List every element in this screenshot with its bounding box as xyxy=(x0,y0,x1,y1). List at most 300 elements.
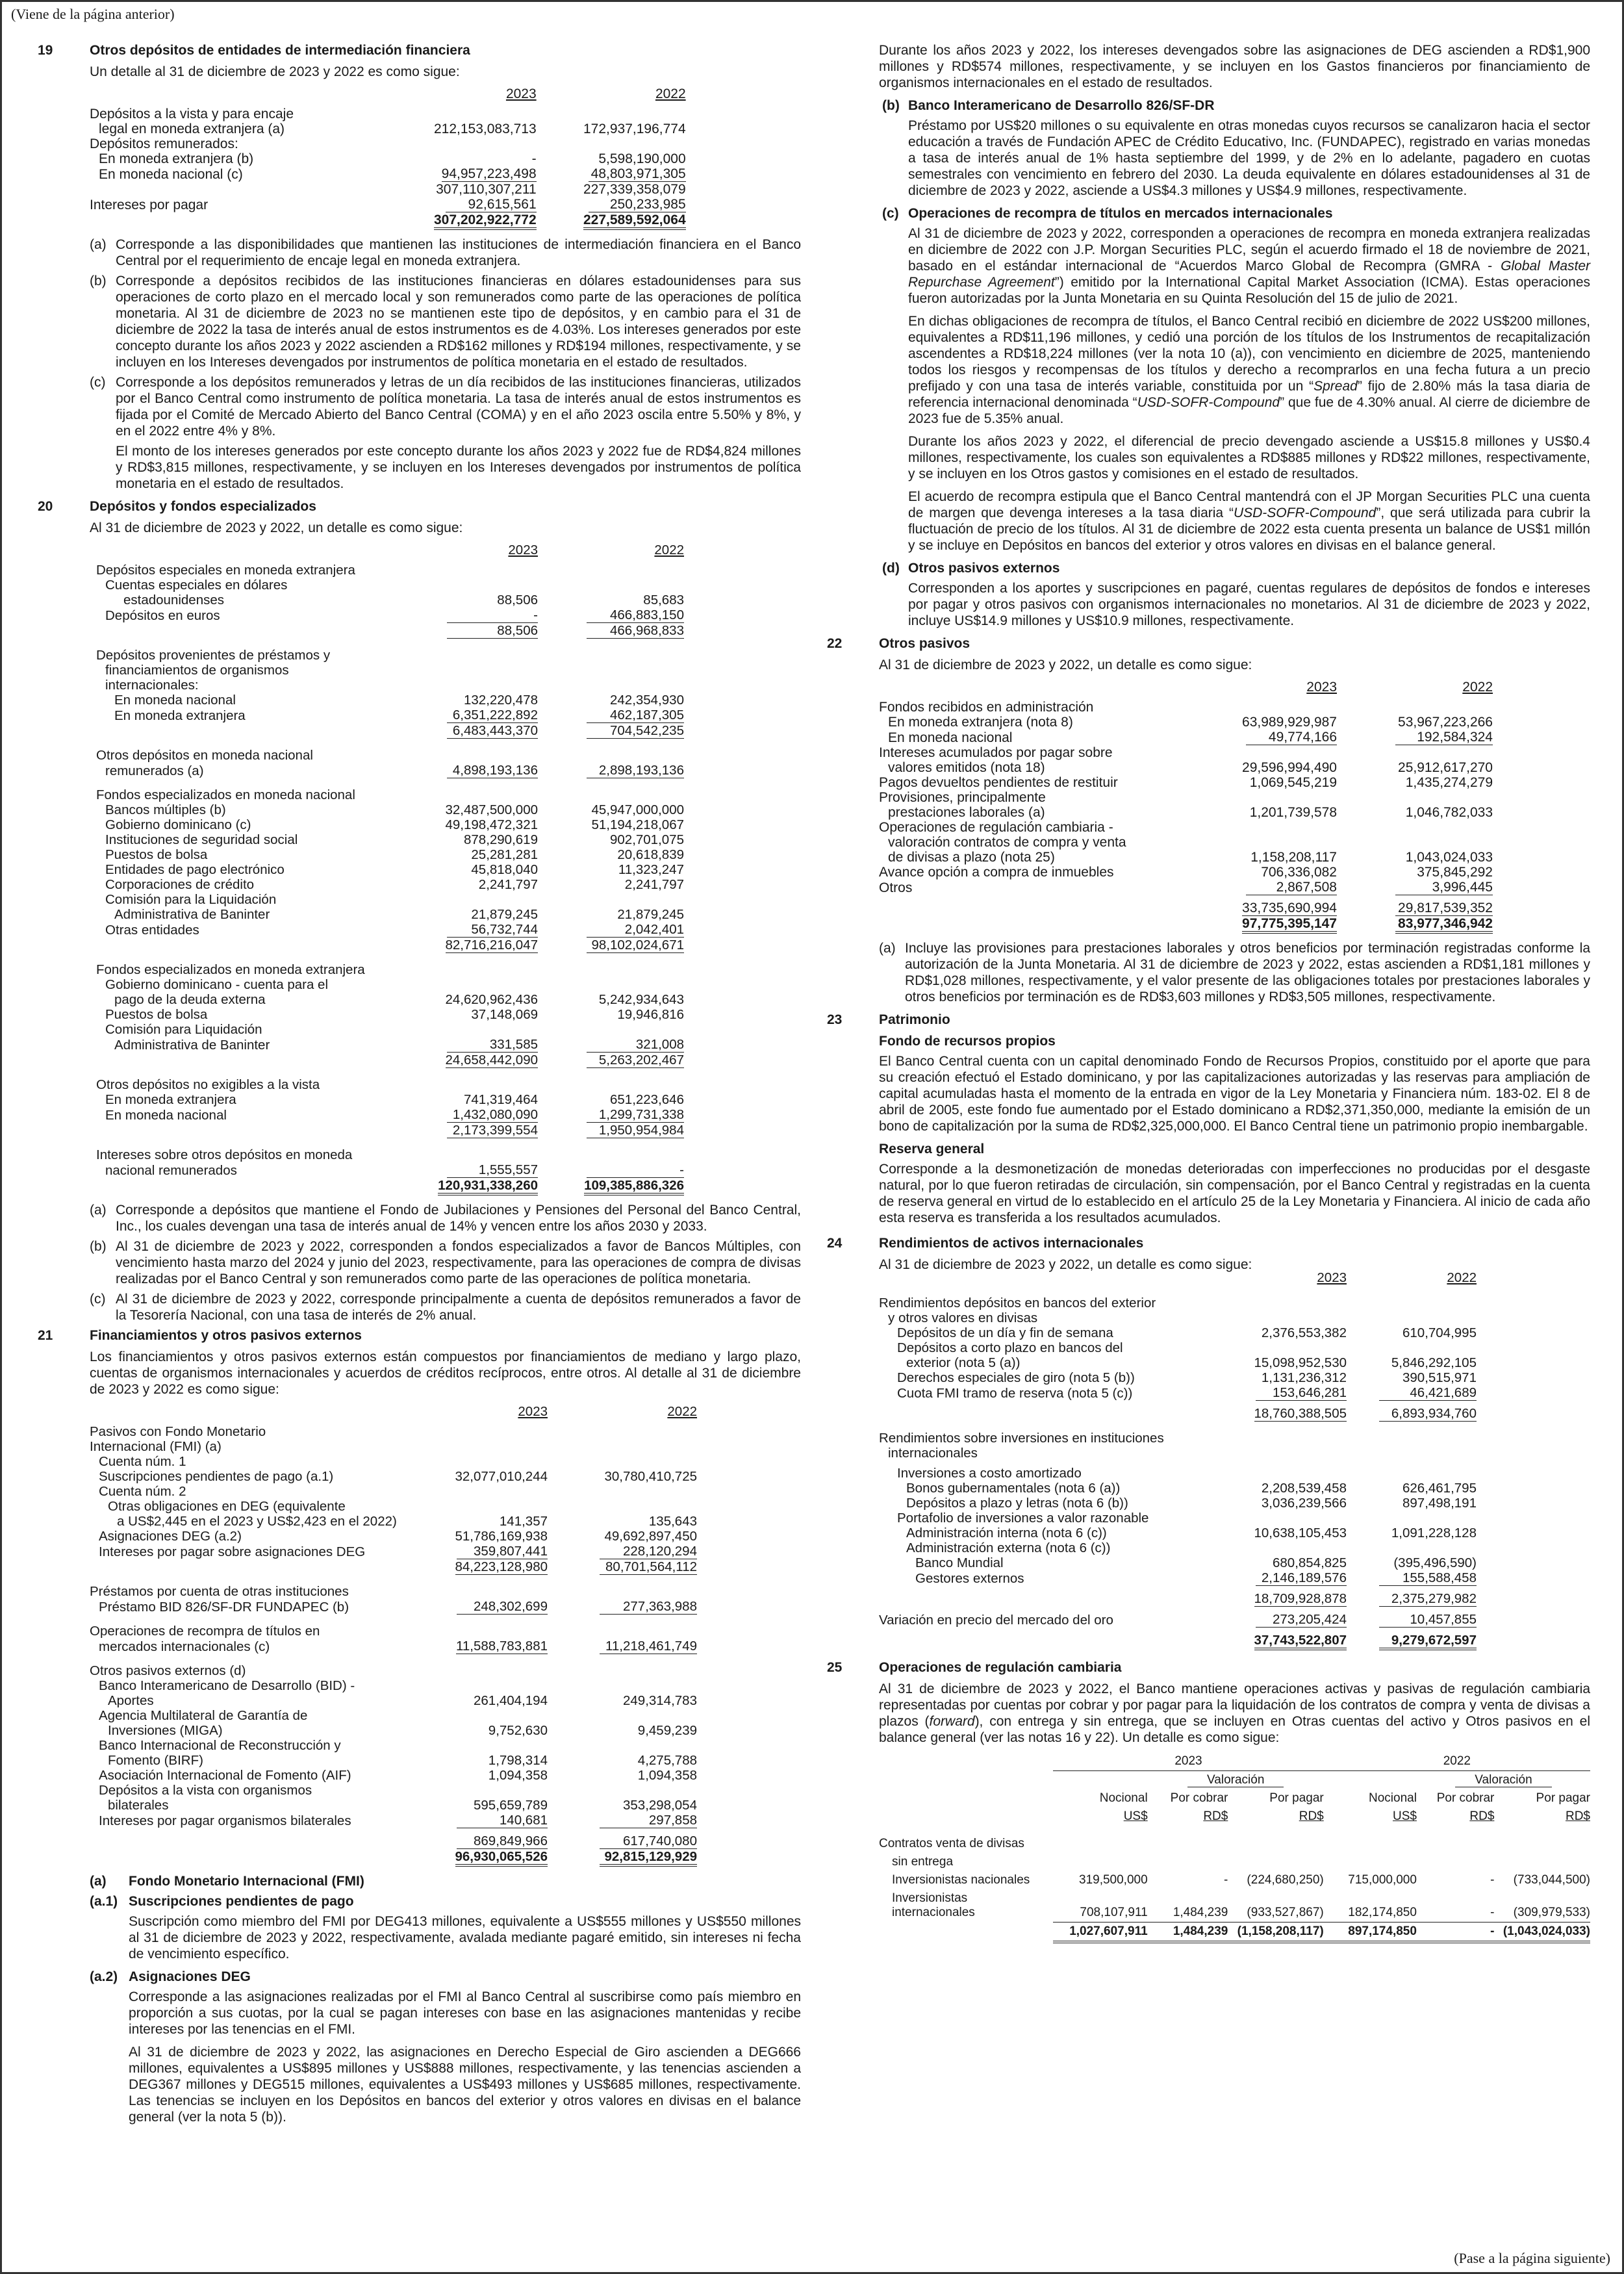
table-row xyxy=(96,787,684,802)
year-header xyxy=(548,1404,697,1419)
table-row xyxy=(879,865,1493,880)
table-row xyxy=(879,835,1493,850)
value-2023: 24,620,962,436 xyxy=(445,992,538,1007)
value-2022-cell xyxy=(548,1514,697,1529)
value-2022: 29,817,539,352 xyxy=(1395,901,1493,916)
footnote-text: Corresponde a las disponibilidades que mantienen las instituciones de intermediación financiera en el Banco Central por el requerimiento de encaje legal en moneda extranjera. xyxy=(116,237,801,268)
value-2023: 2,208,539,458 xyxy=(1261,1481,1347,1496)
table-total-row xyxy=(879,1922,1590,1942)
table-row xyxy=(879,1370,1477,1385)
row-label: Depósitos a la vista y para encaje xyxy=(90,107,294,121)
table-row xyxy=(96,1147,684,1162)
row-label: Pagos devueltos pendientes de restituir xyxy=(879,775,1118,790)
value-2023-cell xyxy=(421,1092,538,1107)
currency-rd xyxy=(1148,1808,1228,1826)
row-label: En moneda nacional xyxy=(105,1108,227,1123)
value-2022-cell xyxy=(1337,730,1493,745)
row-label: En moneda extranjera xyxy=(105,1092,236,1107)
value-2022-cell xyxy=(537,136,686,151)
value-2023: 56,732,744 xyxy=(447,922,538,938)
row-label: Intereses acumulados por pagar sobre xyxy=(879,745,1113,760)
col-por-cobrar: Por cobrar xyxy=(1436,1791,1495,1805)
table-row xyxy=(879,1385,1477,1401)
table-section-19 xyxy=(90,86,686,230)
table-row xyxy=(879,1446,1477,1461)
text-run-italic: USD-SOFR-Compound xyxy=(1137,395,1280,410)
section-22-body xyxy=(827,657,1590,1005)
value-2022: 3,996,445 xyxy=(1395,880,1493,895)
footnote xyxy=(90,374,801,439)
table-row xyxy=(96,1107,684,1123)
col-por-pagar: Por pagar xyxy=(1536,1791,1590,1805)
year-header xyxy=(421,86,537,101)
row-label: Fondos recibidos en administración xyxy=(879,700,1094,715)
value-2022-cell xyxy=(538,1022,684,1037)
value-2023-cell xyxy=(1230,1340,1347,1355)
table-section-25-rows xyxy=(879,1871,1590,1922)
table-row xyxy=(879,1633,1477,1650)
value-2022-cell xyxy=(538,962,684,977)
text-run: El acuerdo de recompra estipula que el Banco Central mantendrá con el JP Morgan Securities PLC una cuenta de margen que devenga intereses a la tasa diaria “ xyxy=(908,489,1590,520)
value-2023: - xyxy=(447,607,538,623)
value-2022: 250,233,985 xyxy=(589,197,686,212)
note-c-text-4 xyxy=(827,489,1590,554)
value-2022: 5,598,190,000 xyxy=(598,151,686,166)
value-2023-cell xyxy=(421,136,537,151)
value-2022: 2,375,279,982 xyxy=(1379,1591,1477,1607)
value-2023-cell xyxy=(421,723,538,739)
table-row xyxy=(879,880,1493,895)
table-row xyxy=(96,1053,684,1068)
value-2022: 227,589,592,064 xyxy=(583,212,686,230)
value-2022-cell xyxy=(1337,880,1493,895)
footnote-label: (a) xyxy=(90,237,107,252)
value-2023-cell xyxy=(421,847,538,862)
table-row xyxy=(90,1424,697,1439)
text-run: Al 31 de diciembre de 2023 y 2022, el Banco mantiene operaciones activas y pasivas de regulación cambiaria representadas por cuentas por cobrar y por pagar para la liquidación de los contratos de compra y venta de divisas a plazos ( xyxy=(879,1681,1590,1729)
value-2022-cell xyxy=(538,648,684,663)
row-label: Otros depósitos no exigibles a la vista xyxy=(96,1077,320,1092)
value-2023-cell xyxy=(421,862,538,877)
value-2023: 1,131,236,312 xyxy=(1261,1370,1347,1385)
value-2022-cell xyxy=(1347,1555,1477,1570)
table-header-row xyxy=(90,86,686,101)
value-2023-cell xyxy=(1217,835,1337,850)
note-a2-heading xyxy=(90,1969,801,1985)
table-row xyxy=(96,892,684,907)
footnote-text: Al 31 de diciembre de 2023 y 2022, corresponde principalmente a cuenta de depósitos remunerados a favor de la Tesorería Nacional, con una tasa de interés de 2% anual. xyxy=(116,1292,801,1323)
value-2023-cell xyxy=(421,1162,538,1178)
row-label: Inversiones a costo amortizado xyxy=(897,1466,1082,1481)
table-row xyxy=(879,1340,1477,1355)
section-title: Operaciones de regulación cambiaria xyxy=(879,1660,1122,1675)
value-cell: 319,500,000 xyxy=(1079,1873,1148,1887)
value-2022-cell xyxy=(1337,820,1493,835)
value-2022-cell xyxy=(538,748,684,763)
row-label: En moneda nacional xyxy=(114,693,236,708)
value-2023: 141,357 xyxy=(499,1514,548,1529)
value-2023: 248,302,699 xyxy=(457,1599,548,1615)
value-2023-cell xyxy=(421,877,538,892)
value-2022-cell xyxy=(1347,1340,1477,1355)
row-label: nacional remunerados xyxy=(105,1163,237,1178)
value-2022-cell xyxy=(1337,745,1493,760)
value-2023-cell xyxy=(421,977,538,992)
value-2023: 2,376,553,382 xyxy=(1261,1325,1347,1340)
section-20-header xyxy=(38,498,801,515)
value-2022-cell xyxy=(548,1454,697,1469)
year-label: 2023 xyxy=(1317,1270,1347,1285)
row-label: Agencia Multilateral de Garantía de xyxy=(99,1708,308,1723)
section-21-continued xyxy=(827,42,1590,91)
section-number: 23 xyxy=(827,1012,843,1027)
value-2022-cell xyxy=(538,1037,684,1053)
value-2022: 10,457,855 xyxy=(1379,1612,1477,1628)
value-2023: 10,638,105,453 xyxy=(1254,1526,1347,1540)
value-2023-cell xyxy=(1217,916,1337,934)
value-2022: 462,187,305 xyxy=(587,708,684,723)
value-2022: 5,263,202,467 xyxy=(587,1053,684,1068)
value-2023: 120,931,338,260 xyxy=(438,1178,538,1195)
value-2023: 878,290,619 xyxy=(463,832,538,847)
value-2022-cell xyxy=(548,1663,697,1678)
table-row xyxy=(879,1570,1477,1586)
value-2023-cell xyxy=(1217,880,1337,895)
section-intro: Los financiamientos y otros pasivos externos están compuestos por financiamientos de mediano y largo plazo, cuentas de organismos internacionales y acuerdos de créditos recíprocos, entre otros. Al detalle al 31 de diciembre de 2023 y 2022 es como sigue: xyxy=(90,1349,801,1397)
footnote-text: Corresponde a depósitos que mantiene el Fondo de Jubilaciones y Pensiones del Personal del Banco Central, Inc., los cuales devengan una tasa de interés anual de 14% y vencen entre los años 2030 y 2033. xyxy=(116,1203,801,1234)
section-title: Depósitos y fondos especializados xyxy=(90,499,316,514)
note-label: (d) xyxy=(882,561,900,576)
continued-on-note: (Pase a la página siguiente) xyxy=(1454,2250,1610,2266)
row-label: Corporaciones de crédito xyxy=(105,877,255,892)
table-row xyxy=(879,760,1493,775)
row-label: En moneda nacional xyxy=(888,730,1013,745)
section-intro: Al 31 de diciembre de 2023 y 2022, un detalle es como sigue: xyxy=(90,520,463,535)
total-cell: 1,484,239 xyxy=(1148,1922,1228,1942)
value-2023-cell xyxy=(421,787,538,802)
value-2023: 1,555,557 xyxy=(447,1162,538,1178)
table-row xyxy=(96,1077,684,1092)
table-header-row xyxy=(96,543,684,557)
note-label: (c) xyxy=(882,206,899,221)
value-2022-cell xyxy=(538,607,684,623)
value-2022-cell xyxy=(1337,865,1493,880)
value-2022-cell xyxy=(1347,1310,1477,1325)
row-label: estadounidenses xyxy=(123,593,225,607)
col-por-cobrar: Por cobrar xyxy=(1170,1791,1228,1805)
footnote-label: (b) xyxy=(90,1239,107,1254)
value-2023-cell xyxy=(427,1484,548,1499)
value-2023-cell xyxy=(1217,865,1337,880)
row-label: de divisas a plazo (nota 25) xyxy=(888,850,1055,865)
value-2023-cell xyxy=(421,593,538,607)
row-label: legal en moneda extranjera (a) xyxy=(99,121,285,136)
value-2022: 227,339,358,079 xyxy=(583,182,686,197)
value-2023: - xyxy=(531,151,537,166)
group-label: sin entrega xyxy=(892,1855,954,1869)
value-cell: (224,680,250) xyxy=(1247,1873,1324,1887)
value-2023-cell xyxy=(421,197,537,212)
value-cell: 1,484,239 xyxy=(1148,1889,1228,1922)
value-2022: 704,542,235 xyxy=(587,723,684,739)
value-2022: 2,241,797 xyxy=(624,877,684,892)
table-row xyxy=(90,1723,697,1738)
value-2023-cell xyxy=(427,1454,548,1469)
value-2022: 4,275,788 xyxy=(637,1753,697,1768)
table-row xyxy=(879,1466,1477,1481)
section-intro: Un detalle al 31 de diciembre de 2023 y 2022 es como sigue: xyxy=(90,64,460,79)
table-row xyxy=(96,623,684,639)
value-2023: 94,957,223,498 xyxy=(441,166,537,181)
text-run: ” que fue de 4.30% anual. Al cierre de diciembre de 2023 fue de 5.35% anual. xyxy=(908,395,1590,426)
value-2022-cell xyxy=(1337,916,1493,934)
row-label: Depósitos a plazo y letras (nota 6 (b)) xyxy=(906,1496,1128,1511)
value-2023-cell xyxy=(1230,1296,1347,1310)
section-21-body xyxy=(38,1349,801,2125)
table-row xyxy=(96,922,684,938)
row-label: Administración externa (nota 6 (c)) xyxy=(906,1540,1111,1555)
row-label: Asignaciones DEG (a.2) xyxy=(99,1529,242,1544)
value-2023-cell xyxy=(421,648,538,663)
value-2022: 1,043,024,033 xyxy=(1405,850,1493,865)
valoracion-label: Valoración xyxy=(1187,1773,1284,1787)
section-number: 22 xyxy=(827,636,843,651)
table-row xyxy=(96,962,684,977)
year-label: 2023 xyxy=(508,543,538,557)
value-2023-cell xyxy=(421,1147,538,1162)
table-row xyxy=(90,1708,697,1723)
value-2023-cell xyxy=(421,992,538,1007)
year-label: 2022 xyxy=(667,1404,697,1419)
currency-usd xyxy=(1324,1808,1417,1826)
table-row xyxy=(90,212,686,230)
currency-label: RD$ xyxy=(1203,1809,1228,1823)
value-2023: 273,205,424 xyxy=(1256,1612,1347,1628)
row-label: Administrativa de Baninter xyxy=(114,1038,270,1053)
value-2022: 9,279,672,597 xyxy=(1379,1633,1477,1650)
table-row xyxy=(90,1454,697,1469)
row-label: Variación en precio del mercado del oro xyxy=(879,1613,1113,1628)
table-row xyxy=(90,1624,697,1639)
row-label: Administración interna (nota 6 (c)) xyxy=(906,1526,1107,1540)
value-2022-cell xyxy=(548,1499,697,1514)
value-2023-cell xyxy=(421,607,538,623)
value-2023: 3,036,239,566 xyxy=(1261,1496,1347,1511)
value-2022-cell xyxy=(548,1768,697,1783)
value-2022: 9,459,239 xyxy=(637,1723,697,1738)
note-title: Banco Interamericano de Desarrollo 826/SF-DR xyxy=(908,98,1215,113)
value-2023-cell xyxy=(1217,901,1337,916)
row-label: Cuenta núm. 2 xyxy=(99,1484,186,1499)
value-2023-cell xyxy=(1217,730,1337,745)
value-2023-cell xyxy=(421,1077,538,1092)
value-2023-cell xyxy=(1230,1496,1347,1511)
value-2022: 390,515,971 xyxy=(1402,1370,1477,1385)
footnote-text: Al 31 de diciembre de 2023 y 2022, corresponden a fondos especializados a favor de Bancos Múltiples, con vencimiento hasta marzo del 2024 y junio del 2023, respectivamente, para las operaciones de compra de divisas realizadas por el Banco Central y son remunerados como parte de las operaciones de política monetaria. xyxy=(116,1239,801,1286)
table-header-row xyxy=(879,680,1493,695)
footnote xyxy=(90,1238,801,1287)
value-2023-cell xyxy=(1230,1385,1347,1401)
value-2023-cell xyxy=(1217,820,1337,835)
value-2023-cell xyxy=(421,1123,538,1138)
note-a2-continued-text: Durante los años 2023 y 2022, los intereses devengados sobre las asignaciones de DEG ascienden a RD$1,900 millones y RD$574 millones, respectivamente, y se incluyen en los Gastos financieros por financiamiento de organismos internacionales en el estado de resultados. xyxy=(879,43,1590,90)
table-row xyxy=(90,1529,697,1544)
value-2022: 155,588,458 xyxy=(1379,1570,1477,1586)
table-row xyxy=(90,1499,697,1514)
table-section-25 xyxy=(879,1752,1590,1943)
footnote-label: (c) xyxy=(90,1292,106,1307)
value-2023: 331,585 xyxy=(447,1037,538,1053)
value-2023-cell xyxy=(427,1849,548,1867)
value-2023: 11,588,783,881 xyxy=(456,1639,548,1654)
year-header xyxy=(537,86,686,101)
row-label: Préstamos por cuenta de otras instituciones xyxy=(90,1584,349,1599)
value-2023-cell xyxy=(421,817,538,832)
table-row xyxy=(879,715,1493,730)
value-2023: 153,646,281 xyxy=(1256,1385,1347,1401)
row-label: Portafolio de inversiones a valor razonable xyxy=(897,1511,1149,1526)
section-25-header xyxy=(827,1659,1590,1676)
value-2022: 277,363,988 xyxy=(600,1599,697,1615)
value-2022-cell xyxy=(537,107,686,121)
value-cell: - xyxy=(1224,1873,1228,1887)
note-label: (b) xyxy=(882,98,900,113)
value-2022-cell xyxy=(1347,1446,1477,1461)
table-row xyxy=(96,708,684,723)
subsection-title: Reserva general xyxy=(879,1142,985,1156)
table-row xyxy=(90,1849,697,1867)
note-title: Otros pasivos externos xyxy=(908,561,1060,576)
value-2022-cell xyxy=(538,1092,684,1107)
value-2022-cell xyxy=(1347,1431,1477,1446)
table-row xyxy=(90,1544,697,1559)
table-row xyxy=(96,1123,684,1138)
table-row xyxy=(90,1484,697,1499)
row-label xyxy=(90,1833,427,1849)
table-row xyxy=(879,1871,1590,1889)
total-cell: (1,043,024,033) xyxy=(1494,1922,1590,1942)
value-2023: 63,989,929,987 xyxy=(1242,715,1337,730)
text-run: Al 31 de diciembre de 2023 y 2022, corresponden a operaciones de recompra en moneda extranjera realizadas en diciembre de 2022 con J.P. Morgan Securities PLC, según el acuerdo firmado el 18 de noviembre de 2021, basado en el estándar internacional de “Acuerdos Marco Global de Recompra (GMRA - xyxy=(908,226,1590,274)
value-2022: 109,385,886,326 xyxy=(584,1178,684,1195)
value-2023-cell xyxy=(1230,1406,1347,1422)
value-2022-cell xyxy=(1337,835,1493,850)
row-label: Intereses por pagar sobre asignaciones DEG xyxy=(99,1544,366,1559)
table-row xyxy=(96,678,684,693)
row-label: Fondos especializados en moneda nacional xyxy=(96,787,355,802)
table-header-row xyxy=(90,1404,697,1419)
value-2023-cell xyxy=(421,1178,538,1195)
currency-rd xyxy=(1417,1808,1494,1826)
value-2022-cell xyxy=(1347,1325,1477,1340)
table-section-21 xyxy=(90,1404,697,1867)
row-label: Suscripciones pendientes de pago (a.1) xyxy=(99,1469,334,1484)
note-d-heading xyxy=(882,560,1590,576)
value-2023: 741,319,464 xyxy=(463,1092,538,1107)
table-row xyxy=(90,121,686,136)
row-label: Banco Mundial xyxy=(915,1555,1004,1570)
footnote-text: Corresponde a depósitos recibidos de las instituciones financieras en dólares estadounidenses para sus operaciones de corto plazo en el mercado local y son remunerados como parte de las operaciones de política monetaria. Al 31 de diciembre de 2023 no se mantienen este tipo de depósitos, y en cambio para el 31 de diciembre de 2022 la tasa de interés anual de estos instrumentos es de 4.03%. Los intereses generados por este concepto durante los años 2023 y 2022 ascienden a RD$162 millones y RD$194 millones, respectivamente, y se incluyen en los Intereses devengados por instrumentos de política monetaria en el estado de resultados. xyxy=(116,274,801,370)
note-a1-heading xyxy=(90,1893,801,1910)
row-label: Depósitos provenientes de préstamos y xyxy=(96,648,331,663)
section-19-body xyxy=(38,64,801,492)
value-2023-cell xyxy=(421,1037,538,1053)
section-number: 20 xyxy=(38,499,53,514)
note-title: Suscripciones pendientes de pago xyxy=(129,1894,354,1909)
table-row xyxy=(879,1555,1477,1570)
table-row xyxy=(90,1514,697,1529)
table-row xyxy=(879,730,1493,745)
value-2022: 45,947,000,000 xyxy=(591,802,684,817)
row-label: Banco Internacional de Reconstrucción y xyxy=(99,1738,341,1753)
row-label: Préstamo BID 826/SF-DR FUNDAPEC (b) xyxy=(99,1600,349,1615)
col-por-pagar: Por pagar xyxy=(1269,1791,1324,1805)
value-2023-cell xyxy=(427,1529,548,1544)
value-2023: 32,077,010,244 xyxy=(455,1469,548,1484)
table-row xyxy=(90,151,686,166)
footnote xyxy=(90,236,801,269)
group-label: Contratos venta de divisas xyxy=(879,1837,1024,1850)
section-20-body xyxy=(38,520,801,1323)
section-number: 21 xyxy=(38,1328,53,1343)
currency-label: RD$ xyxy=(1565,1809,1590,1823)
value-2022-cell xyxy=(548,1439,697,1454)
row-label: Banco Interamericano de Desarrollo (BID) - xyxy=(99,1678,355,1693)
value-2023: 6,351,222,892 xyxy=(447,708,538,723)
row-label xyxy=(879,1406,1230,1422)
section-number: 19 xyxy=(38,43,53,58)
value-2022-cell xyxy=(548,1738,697,1753)
value-2023-cell xyxy=(421,1022,538,1037)
table-row xyxy=(879,1406,1477,1422)
note-title: Operaciones de recompra de títulos en mercados internacionales xyxy=(908,206,1333,221)
footnote-label: (b) xyxy=(90,274,107,288)
value-2023: 24,658,442,090 xyxy=(445,1053,538,1067)
value-2023-cell xyxy=(1230,1481,1347,1496)
table-row xyxy=(879,1431,1477,1446)
table-row xyxy=(879,1591,1477,1607)
value-2022-cell xyxy=(548,1424,697,1439)
value-2022: 1,299,731,338 xyxy=(587,1107,684,1123)
value-2023-cell xyxy=(427,1768,548,1783)
table-row xyxy=(90,1599,697,1615)
value-2023-cell xyxy=(421,182,537,197)
value-2022: 92,815,129,929 xyxy=(600,1849,697,1867)
table-row xyxy=(96,1092,684,1107)
table-row xyxy=(96,663,684,678)
row-label xyxy=(90,212,421,230)
table-row xyxy=(96,723,684,739)
value-2022: 466,883,150 xyxy=(587,607,684,623)
table-row xyxy=(90,1783,697,1798)
value-2022: 21,879,245 xyxy=(617,907,684,922)
value-2022: 1,094,358 xyxy=(637,1768,697,1783)
row-label: En moneda extranjera (b) xyxy=(99,151,254,166)
value-2023-cell xyxy=(421,107,537,121)
section-title: Otros pasivos xyxy=(879,636,971,651)
value-cell: (933,527,867) xyxy=(1228,1889,1323,1922)
value-2022-cell xyxy=(1347,1466,1477,1481)
table-row xyxy=(90,1663,697,1678)
continued-from-note: (Viene de la página anterior) xyxy=(11,6,175,22)
row-label: valores emitidos (nota 18) xyxy=(888,760,1045,775)
value-2023: 25,281,281 xyxy=(471,847,538,862)
section-title: Rendimientos de activos internacionales xyxy=(879,1236,1144,1251)
value-2022-cell xyxy=(537,197,686,212)
value-2023-cell xyxy=(421,708,538,723)
row-label: y otros valores en divisas xyxy=(888,1310,1038,1325)
row-label xyxy=(96,1053,421,1068)
